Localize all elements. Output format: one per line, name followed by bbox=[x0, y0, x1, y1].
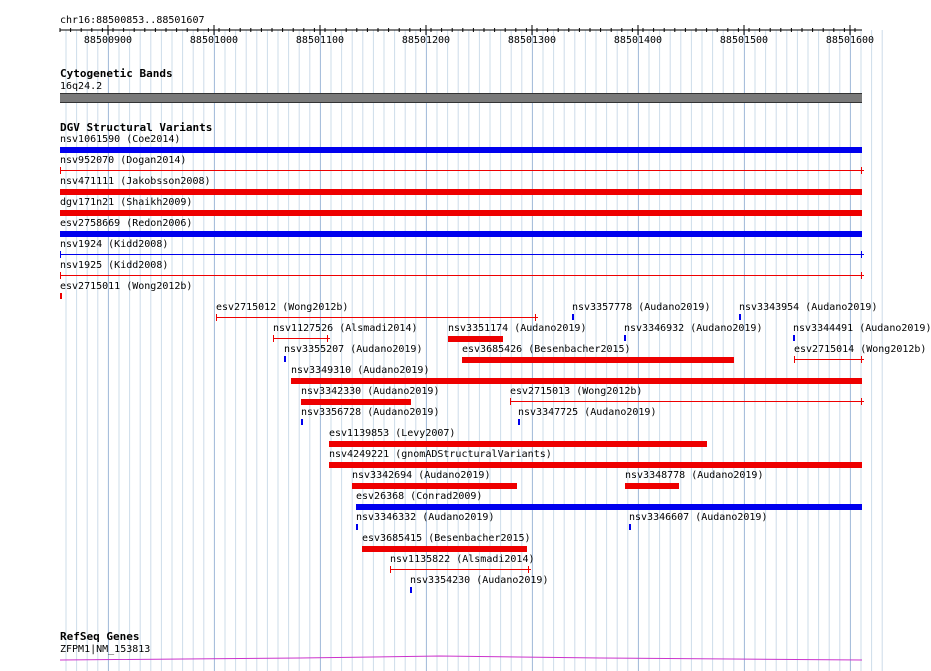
dgv-feature-bar[interactable] bbox=[291, 378, 862, 384]
refseq-track-title: RefSeq Genes bbox=[60, 630, 140, 643]
dgv-feature-bar[interactable] bbox=[329, 462, 862, 468]
dgv-feature-label: nsv1135822 (Alsmadi2014) bbox=[390, 554, 535, 565]
dgv-feature-bar[interactable] bbox=[329, 441, 707, 447]
dgv-feature-bar[interactable] bbox=[794, 359, 864, 360]
dgv-feature-bar[interactable] bbox=[60, 231, 862, 237]
dgv-feature-bar[interactable] bbox=[739, 314, 741, 320]
dgv-feature-label: nsv471111 (Jakobsson2008) bbox=[60, 176, 211, 187]
dgv-feature-bar[interactable] bbox=[629, 524, 631, 530]
dgv-feature-bar[interactable] bbox=[390, 569, 531, 570]
dgv-track-title: DGV Structural Variants bbox=[60, 121, 213, 134]
dgv-feature-bar[interactable] bbox=[624, 335, 626, 341]
ruler-tick-label: 88501300 bbox=[507, 35, 557, 46]
ruler-tick-label: 88501100 bbox=[295, 35, 345, 46]
dgv-feature-bar[interactable] bbox=[448, 336, 503, 342]
dgv-feature-label: nsv3357778 (Audano2019) bbox=[572, 302, 711, 313]
dgv-feature-bar[interactable] bbox=[301, 399, 411, 405]
dgv-feature-bar[interactable] bbox=[793, 335, 795, 341]
cytoband-bar[interactable] bbox=[60, 93, 862, 103]
dgv-feature-label: nsv3348778 (Audano2019) bbox=[625, 470, 764, 481]
dgv-feature-label: nsv3351174 (Audano2019) bbox=[448, 323, 587, 334]
ruler-tick-label: 88500900 bbox=[83, 35, 133, 46]
ruler-tick-label: 88501600 bbox=[825, 35, 875, 46]
dgv-feature-bar[interactable] bbox=[625, 483, 679, 489]
dgv-feature-bar[interactable] bbox=[572, 314, 574, 320]
ruler-tick-label: 88501200 bbox=[401, 35, 451, 46]
dgv-feature-label: nsv3346932 (Audano2019) bbox=[624, 323, 763, 334]
dgv-feature-label: esv3685415 (Besenbacher2015) bbox=[362, 533, 531, 544]
dgv-feature-bar[interactable] bbox=[362, 546, 527, 552]
dgv-feature-label: dgv171n21 (Shaikh2009) bbox=[60, 197, 193, 208]
ruler-tick-label: 88501500 bbox=[719, 35, 769, 46]
dgv-feature-bar[interactable] bbox=[352, 483, 517, 489]
cytogenetic-bands-title: Cytogenetic Bands bbox=[60, 67, 173, 80]
dgv-feature-label: nsv3356728 (Audano2019) bbox=[301, 407, 440, 418]
dgv-feature-bar[interactable] bbox=[60, 293, 62, 299]
dgv-feature-bar[interactable] bbox=[518, 419, 520, 425]
dgv-feature-label: nsv3346607 (Audano2019) bbox=[629, 512, 768, 523]
dgv-feature-label: nsv3343954 (Audano2019) bbox=[739, 302, 878, 313]
dgv-feature-label: nsv3355207 (Audano2019) bbox=[284, 344, 423, 355]
dgv-feature-bar[interactable] bbox=[60, 189, 862, 195]
dgv-feature-label: esv2715012 (Wong2012b) bbox=[216, 302, 349, 313]
dgv-feature-label: nsv3349310 (Audano2019) bbox=[291, 365, 430, 376]
cytoband-label: 16q24.2 bbox=[60, 81, 103, 92]
dgv-feature-label: esv1139853 (Levy2007) bbox=[329, 428, 456, 439]
dgv-feature-label: nsv3342694 (Audano2019) bbox=[352, 470, 491, 481]
dgv-feature-bar[interactable] bbox=[60, 170, 864, 171]
dgv-feature-label: esv2758669 (Redon2006) bbox=[60, 218, 193, 229]
dgv-feature-bar[interactable] bbox=[356, 524, 358, 530]
ruler-location: chr16:88500853..88501607 bbox=[60, 15, 205, 26]
dgv-feature-bar[interactable] bbox=[410, 587, 412, 593]
dgv-feature-bar[interactable] bbox=[60, 275, 864, 276]
ruler-tick-label: 88501000 bbox=[189, 35, 239, 46]
dgv-feature-label: nsv4249221 (gnomADStructuralVariants) bbox=[329, 449, 552, 460]
dgv-feature-label: esv2715013 (Wong2012b) bbox=[510, 386, 643, 397]
dgv-feature-bar[interactable] bbox=[462, 357, 734, 363]
dgv-feature-label: nsv1127526 (Alsmadi2014) bbox=[273, 323, 418, 334]
dgv-feature-bar[interactable] bbox=[510, 401, 864, 402]
dgv-feature-bar[interactable] bbox=[60, 147, 862, 153]
ruler-tick-label: 88501400 bbox=[613, 35, 663, 46]
dgv-feature-bar[interactable] bbox=[356, 504, 862, 510]
dgv-feature-label: nsv3346332 (Audano2019) bbox=[356, 512, 495, 523]
dgv-feature-label: esv3685426 (Besenbacher2015) bbox=[462, 344, 631, 355]
dgv-feature-label: nsv3354230 (Audano2019) bbox=[410, 575, 549, 586]
dgv-feature-label: esv2715014 (Wong2012b) bbox=[794, 344, 927, 355]
refseq-gene-label: ZFPM1|NM_153813 bbox=[60, 644, 151, 655]
dgv-feature-bar[interactable] bbox=[60, 254, 864, 255]
dgv-feature-label: nsv3344491 (Audano2019) bbox=[793, 323, 931, 334]
dgv-feature-label: nsv3342330 (Audano2019) bbox=[301, 386, 440, 397]
dgv-feature-label: nsv1924 (Kidd2008) bbox=[60, 239, 169, 250]
dgv-feature-bar[interactable] bbox=[216, 317, 538, 318]
dgv-feature-label: nsv1925 (Kidd2008) bbox=[60, 260, 169, 271]
dgv-feature-bar[interactable] bbox=[284, 356, 286, 362]
dgv-feature-label: esv2715011 (Wong2012b) bbox=[60, 281, 193, 292]
dgv-feature-label: nsv952070 (Dogan2014) bbox=[60, 155, 187, 166]
refseq-gene-model[interactable] bbox=[0, 652, 890, 664]
dgv-feature-bar[interactable] bbox=[60, 210, 862, 216]
dgv-feature-label: nsv1061590 (Coe2014) bbox=[60, 134, 181, 145]
dgv-feature-label: nsv3347725 (Audano2019) bbox=[518, 407, 657, 418]
dgv-feature-label: esv26368 (Conrad2009) bbox=[356, 491, 483, 502]
dgv-feature-bar[interactable] bbox=[273, 338, 330, 339]
dgv-feature-bar[interactable] bbox=[301, 419, 303, 425]
